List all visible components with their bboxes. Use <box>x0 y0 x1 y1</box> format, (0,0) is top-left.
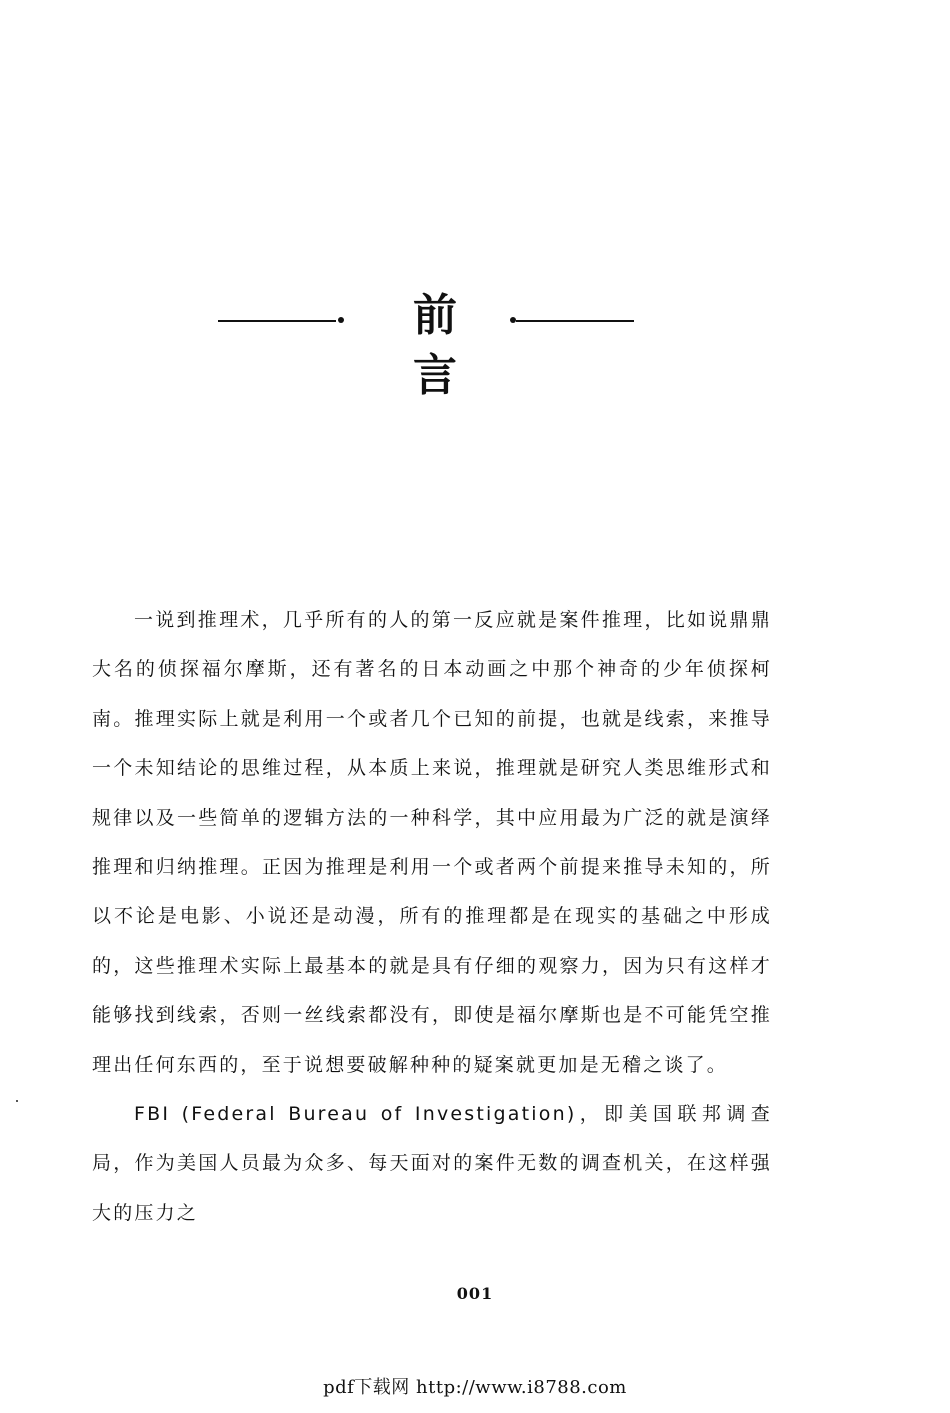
page-title: 前 言 <box>413 290 497 401</box>
paragraph-2: FBI (Federal Bureau of Investigation)，即美国联邦调查局，作为美国人员最为众多、每天面对的案件无数的调查机关，在这样强大的压力之 <box>92 1103 772 1224</box>
heading-rule-left <box>218 320 336 322</box>
chapter-heading <box>0 286 950 401</box>
heading-dot-left <box>338 317 344 323</box>
paragraph-1: 一说到推理术，几乎所有的人的第一反应就是案件推理，比如说鼎鼎大名的侦探福尔摩斯，还有著名的日本动画之中那个神奇的少年侦探柯南。推理实际上就是利用一个或者几个已知的前提，也就是线索，来推导一个未知结论的思维过程，从本质上来说，推理就是研究人类思维形式和规律以及一些简单的逻辑方法的一种科学，其中应用最为广泛的就是演绎推理和归纳推理。正因为推理是利用一个或者两个前提来推导未知的，所以不论是电影、小说还是动漫，所有的推理都是在现实的基础之中形成的，这些推理术实际上最基本的就是具有仔细的观察力，因为只有这样才能够找到线索，否则一丝线索都没有，即使是福尔摩斯也是不可能凭空推理出任何东西的，至于说想要破解种种的疑案就更加是无稽之谈了。 <box>92 609 772 1076</box>
heading-rule-right <box>516 320 634 322</box>
scan-speck <box>16 1100 18 1102</box>
page-number: 001 <box>456 1284 494 1303</box>
body-text <box>92 596 772 1238</box>
watermark: pdf下载网 http://www.i8788.com <box>323 1377 627 1398</box>
